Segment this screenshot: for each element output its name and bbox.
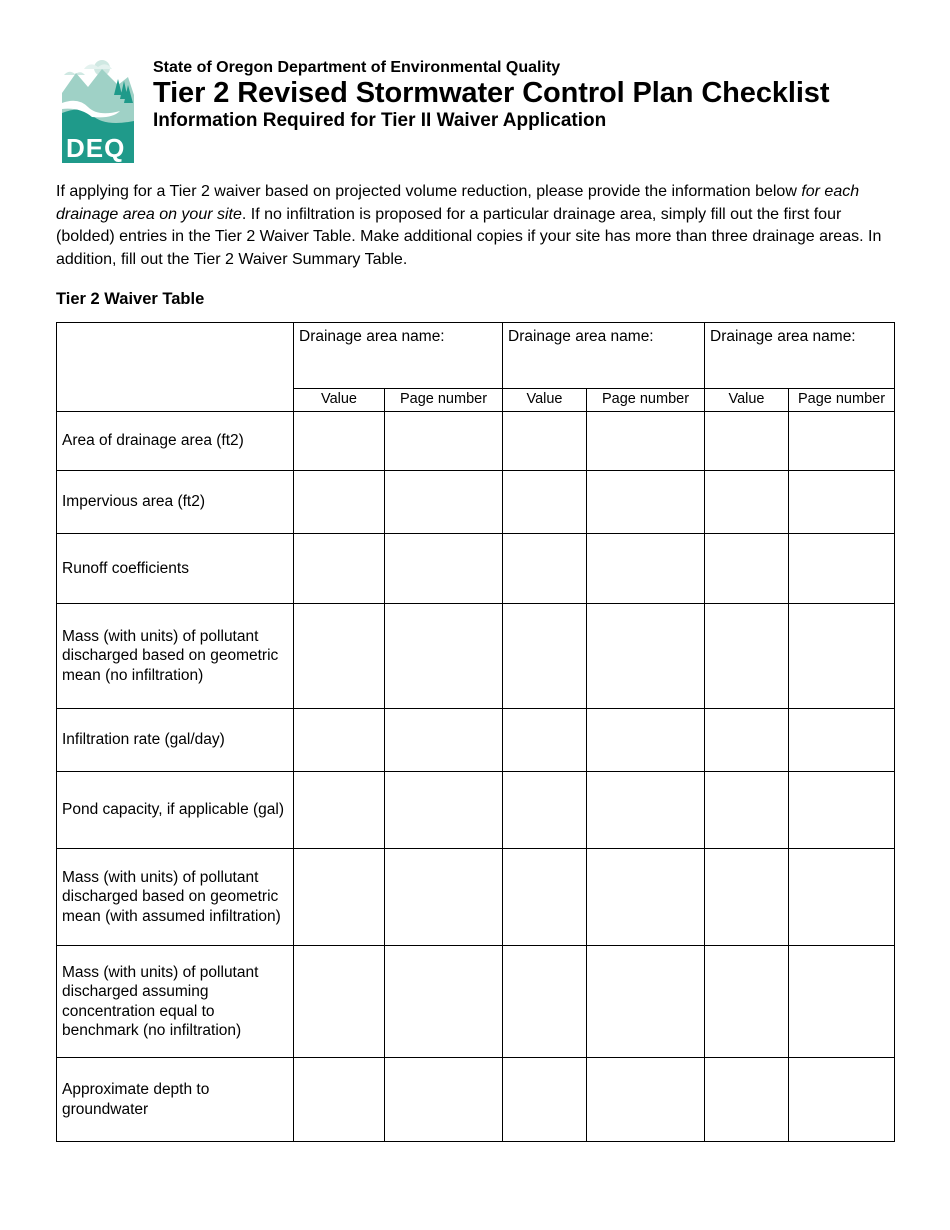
page-number-cell[interactable] bbox=[385, 471, 503, 534]
drainage-area-label: Drainage area name: bbox=[299, 328, 445, 345]
value-cell[interactable] bbox=[294, 412, 385, 471]
sub-header-value: Value bbox=[503, 389, 587, 412]
page-number-cell[interactable] bbox=[385, 1058, 503, 1142]
table-title: Tier 2 Waiver Table bbox=[56, 290, 205, 308]
page-number-cell[interactable] bbox=[587, 849, 705, 946]
drainage-area-name-3[interactable] bbox=[705, 323, 895, 389]
value-cell[interactable] bbox=[705, 772, 789, 849]
deq-logo-text: DEQ bbox=[66, 133, 126, 163]
value-cell[interactable] bbox=[294, 604, 385, 709]
value-cell[interactable] bbox=[705, 534, 789, 604]
table-row bbox=[57, 1058, 895, 1142]
page-number-cell[interactable] bbox=[587, 534, 705, 604]
table-row bbox=[57, 709, 895, 772]
sub-header-value: Value bbox=[705, 389, 789, 412]
value-cell[interactable] bbox=[503, 946, 587, 1058]
value-cell[interactable] bbox=[503, 471, 587, 534]
blank-corner-cell bbox=[57, 323, 294, 412]
sub-header-value: Value bbox=[294, 389, 385, 412]
value-cell[interactable] bbox=[294, 849, 385, 946]
page-number-cell[interactable] bbox=[587, 709, 705, 772]
value-cell[interactable] bbox=[503, 772, 587, 849]
row-label: Runoff coefficients bbox=[57, 534, 294, 604]
row-label: Mass (with units) of pollutant discharged based on geometric mean (no infiltration) bbox=[57, 604, 294, 709]
page-number-cell[interactable] bbox=[789, 1058, 895, 1142]
value-cell[interactable] bbox=[705, 946, 789, 1058]
table-row bbox=[57, 471, 895, 534]
row-label: Pond capacity, if applicable (gal) bbox=[57, 772, 294, 849]
intro-part1: If applying for a Tier 2 waiver based on projected volume reduction, please provide the information below bbox=[56, 183, 802, 200]
page-number-cell[interactable] bbox=[587, 946, 705, 1058]
row-label: Mass (with units) of pollutant discharged based on geometric mean (with assumed infiltration) bbox=[57, 849, 294, 946]
table-row bbox=[57, 412, 895, 471]
table-row bbox=[57, 772, 895, 849]
page-number-cell[interactable] bbox=[385, 534, 503, 604]
value-cell[interactable] bbox=[705, 471, 789, 534]
header bbox=[153, 58, 829, 133]
value-cell[interactable] bbox=[294, 534, 385, 604]
value-cell[interactable] bbox=[503, 412, 587, 471]
value-cell[interactable] bbox=[503, 709, 587, 772]
page-number-cell[interactable] bbox=[789, 412, 895, 471]
table-row bbox=[57, 849, 895, 946]
value-cell[interactable] bbox=[705, 604, 789, 709]
table-row bbox=[57, 604, 895, 709]
value-cell[interactable] bbox=[705, 1058, 789, 1142]
tier2-waiver-table bbox=[56, 322, 895, 1142]
page-number-cell[interactable] bbox=[789, 471, 895, 534]
row-label: Impervious area (ft2) bbox=[57, 471, 294, 534]
value-cell[interactable] bbox=[294, 772, 385, 849]
value-cell[interactable] bbox=[294, 1058, 385, 1142]
intro-italic: for each drainage area on your site bbox=[56, 183, 860, 223]
row-label: Infiltration rate (gal/day) bbox=[57, 709, 294, 772]
value-cell[interactable] bbox=[294, 709, 385, 772]
page-number-cell[interactable] bbox=[789, 772, 895, 849]
agency-name: State of Oregon Department of Environmental Quality bbox=[153, 59, 561, 76]
page-number-cell[interactable] bbox=[789, 534, 895, 604]
page-number-cell[interactable] bbox=[587, 412, 705, 471]
table-row bbox=[57, 946, 895, 1058]
page-number-cell[interactable] bbox=[385, 412, 503, 471]
value-cell[interactable] bbox=[705, 849, 789, 946]
drainage-area-label: Drainage area name: bbox=[710, 328, 856, 345]
intro-part2: . If no infiltration is proposed for a particular drainage area, simply fill out the first four (bolded) entries in the Tier 2 Waiver Table. Make additional copies if your site has more than three drainage areas. In addition, fill out the Tier 2 Waiver Summary Table. bbox=[56, 205, 882, 268]
page-number-cell[interactable] bbox=[789, 604, 895, 709]
sub-header-page-number: Page number bbox=[587, 389, 705, 412]
area-header-row bbox=[57, 323, 895, 389]
page-number-cell[interactable] bbox=[385, 849, 503, 946]
deq-logo bbox=[62, 55, 138, 163]
page-number-cell[interactable] bbox=[789, 709, 895, 772]
sub-header-page-number: Page number bbox=[385, 389, 503, 412]
page-number-cell[interactable] bbox=[587, 604, 705, 709]
drainage-area-name-2[interactable] bbox=[503, 323, 705, 389]
page-number-cell[interactable] bbox=[385, 604, 503, 709]
drainage-area-name-1[interactable] bbox=[294, 323, 503, 389]
sub-header-page-number: Page number bbox=[789, 389, 895, 412]
page-title: Tier 2 Revised Stormwater Control Plan Checklist bbox=[153, 77, 830, 109]
value-cell[interactable] bbox=[503, 1058, 587, 1142]
page-subtitle: Information Required for Tier II Waiver Application bbox=[153, 110, 607, 131]
page-number-cell[interactable] bbox=[789, 849, 895, 946]
value-cell[interactable] bbox=[503, 604, 587, 709]
value-cell[interactable] bbox=[705, 709, 789, 772]
page-number-cell[interactable] bbox=[587, 1058, 705, 1142]
page-number-cell[interactable] bbox=[587, 471, 705, 534]
value-cell[interactable] bbox=[503, 534, 587, 604]
value-cell[interactable] bbox=[705, 412, 789, 471]
drainage-area-label: Drainage area name: bbox=[508, 328, 654, 345]
row-label: Mass (with units) of pollutant discharged assuming concentration equal to benchmark (no infiltration) bbox=[57, 946, 294, 1058]
page-number-cell[interactable] bbox=[385, 772, 503, 849]
page-number-cell[interactable] bbox=[385, 709, 503, 772]
value-cell[interactable] bbox=[294, 946, 385, 1058]
row-label: Approximate depth to groundwater bbox=[57, 1058, 294, 1142]
page-number-cell[interactable] bbox=[385, 946, 503, 1058]
value-cell[interactable] bbox=[294, 471, 385, 534]
row-label: Area of drainage area (ft2) bbox=[57, 412, 294, 471]
table-row bbox=[57, 534, 895, 604]
intro-paragraph bbox=[56, 181, 891, 271]
page-number-cell[interactable] bbox=[789, 946, 895, 1058]
page-number-cell[interactable] bbox=[587, 772, 705, 849]
value-cell[interactable] bbox=[503, 849, 587, 946]
